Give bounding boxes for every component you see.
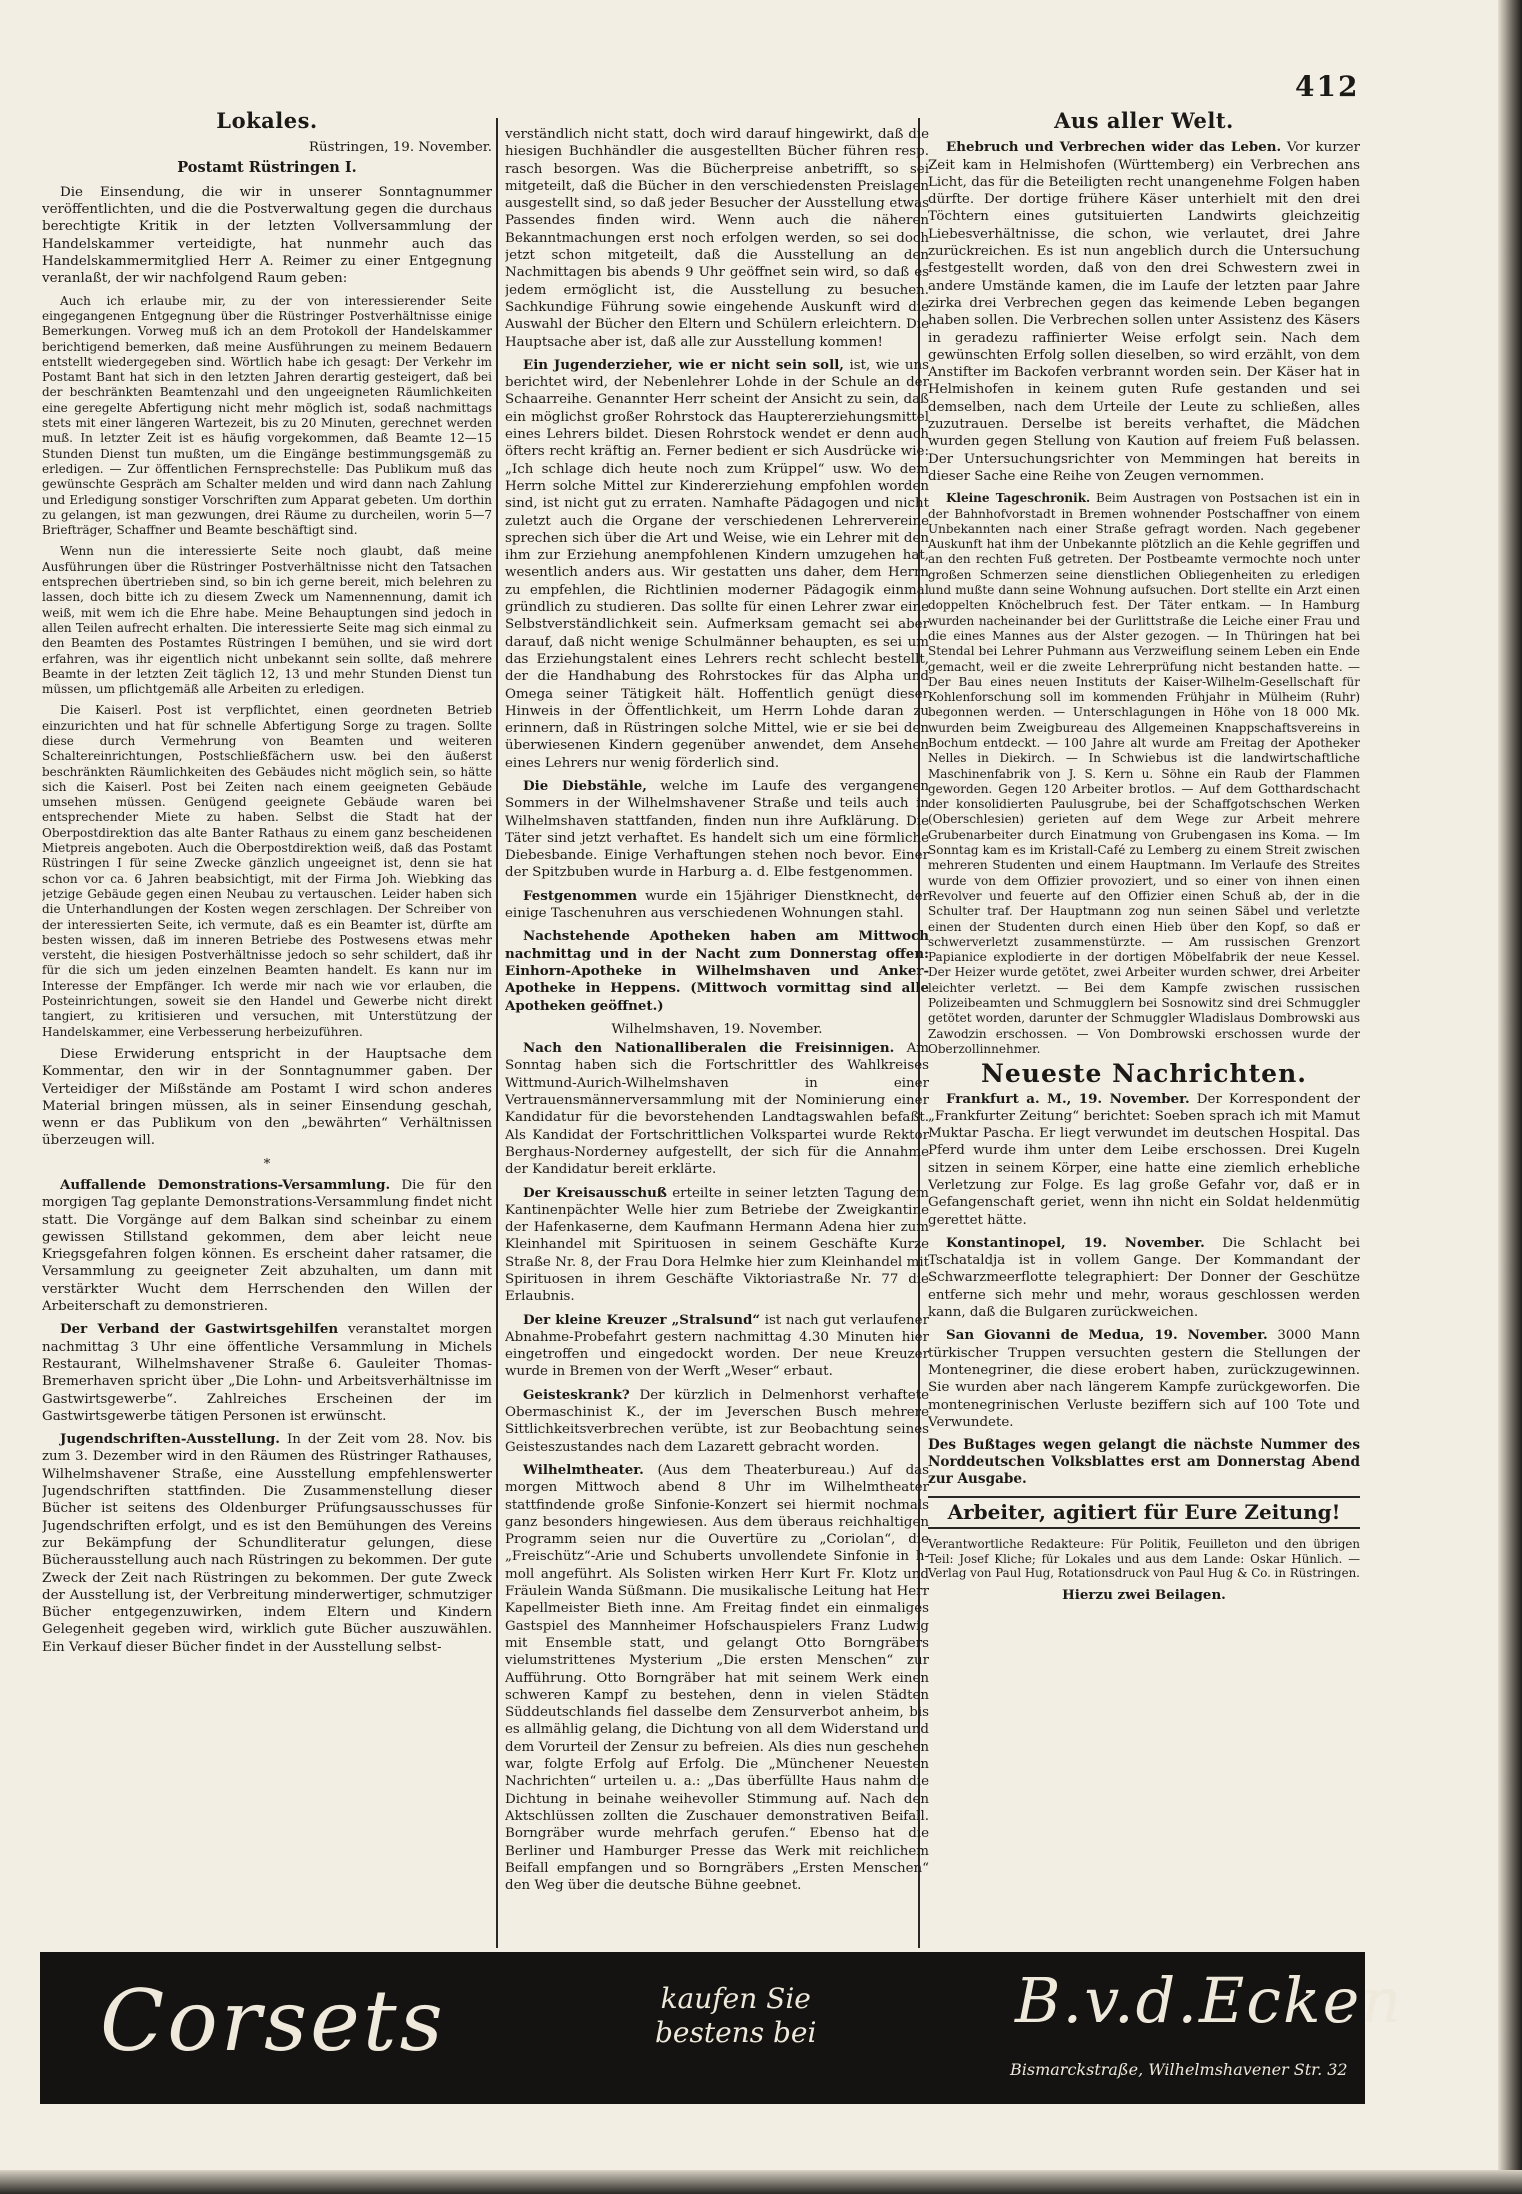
article-paragraph: Die Einsendung, die wir in unserer Sonntagnummer veröffentlichten, und die die Postverwaltung gegen die durchaus berechtigte Kritik in der letzten Vollversammlung der Handelskammer verteidigte, hat nunmehr auch das Handelskammermitglied Herr A. Reimer zu einer Entgegnung veranlaßt, der wir nachfolgend Raum geben:	[42, 184, 492, 287]
news-item	[505, 357, 929, 772]
advertisement-banner	[40, 1952, 1404, 2104]
section-title-lokales: Lokales.	[216, 110, 318, 133]
column-lokales-continued	[505, 126, 929, 1961]
news-lead: San Giovanni de Medua, 19. November.	[946, 1327, 1268, 1344]
section-title-aus-aller-welt: Aus aller Welt.	[1054, 110, 1234, 133]
page-edge-shadow-right	[1498, 0, 1522, 2194]
news-text: 3000 Mann türkischer Truppen versuchten gestern die Stellungen der Montenegriner, die diese erobert haben, zurückzugewinnen. Sie wurden aber nach längerem Kampfe zurückgeworfen. Die montenegrinischen Verluste beziffern sich auf 100 Tote und Verwundete.	[928, 1328, 1360, 1430]
news-item	[505, 928, 929, 1014]
news-text: welche im Laufe des vergangenen Sommers in der Wilhelmshavener Straße und teils auch in Wilhelmshaven stattfanden, finden nun ihre Aufklärung. Die Täter sind jetzt verhaftet. Es handelt sich um eine förmliche Diebesbande. Einige Verhaftungen stehen noch bevor. Einer der Spitzbuben wurde in Harburg a. d. Elbe festgenommen.	[505, 778, 929, 881]
page-number: 412	[1295, 70, 1360, 103]
news-text: Am Sonntag haben sich die Fortschrittler des Wahlkreises Wittmund-Aurich-Wilhelmshaven in einer Vertrauensmännerversammlung mit der Nominierung einer Kandidatur für die bevorstehenden Landtagswahlen befaßt. Als Kandidat der Fortschrittlichen Volkspartei wurde Rektor Berghaus-Norderney aufgestellt, der sich für die Annahme der Kandidatur bereit erklärte.	[505, 1041, 929, 1178]
news-lead: Der Kreisausschuß	[523, 1184, 667, 1201]
ad-corsets-wordmark: Corsets	[100, 1972, 446, 2070]
news-item	[928, 1235, 1360, 1321]
news-lead: Wilhelmtheater.	[523, 1461, 644, 1478]
news-text: erteilte in seiner letzten Tagung dem Kantinenpächter Welle hier zum Betriebe der Zweigkantine der Hafenkaserne, dem Kaufmann Hermann Adena hier zum Kleinhandel mit Spirituosen in seinem Geschäfte Kurze Straße Nr. 8, der Frau Dora Helmke hier zum Kleinhandel mit Spirituosen in ihrem Geschäfte Viktoriastraße Nr. 77 die Erlaubnis.	[505, 1185, 929, 1305]
dateline: Rüstringen, 19. November.	[308, 140, 492, 156]
ad-tagline	[655, 1982, 816, 2050]
news-lead: Auffallende Demonstrations-Versammlung.	[60, 1177, 391, 1193]
news-lead: Nach den Nationalliberalen die Freisinnigen.	[523, 1040, 895, 1057]
column-rule	[496, 118, 498, 1948]
news-item	[42, 1177, 492, 1315]
news-lead: Der kleine Kreuzer „Stralsund“	[523, 1311, 761, 1328]
news-lead: Der Verband der Gastwirtsgehilfen	[60, 1321, 339, 1338]
news-lead: Ehebruch und Verbrechen wider das Leben.	[946, 139, 1282, 156]
dateline: Wilhelmshaven, 19. November.	[611, 1021, 823, 1037]
news-text: Beim Austragen von Postsachen ist ein in der Bahnhofvorstadt in Bremen wohnender Postschaffner von einem Unbekannten nach einer Straße gefragt worden. Nach gegebener Auskunft hat ihm der Unbekannte plötzlich an die Kehle gegriffen und an den rechten Fuß getreten. Der Postbeamte vermochte noch unter großen Schmerzen seine dienstlichen Obliegenheiten zu erledigen und mußte dann seine Wohnung aufsuchen. Dort stellte ein Arzt einen doppelten Knöchelbruch fest. Der Täter entkam. — In Hamburg wurden nacheinander bei der Gurlittstraße die Leiche einer Frau und die eines Mannes aus der Alster gezogen. — In Thüringen hat bei Stendal bei Lehrer Puhmann aus Verzweiflung seinem Leben ein Ende gemacht, weil er die zweite Lehrerprüfung nicht bestanden hatte. — Der Bau eines neuen Instituts der Kaiser-Wilhelm-Gesellschaft für Kohlenforschung soll im kommenden Frühjahr in Mülheim (Ruhr) begonnen werden. — Unterschlagungen in Höhe von 18 000 Mk. wurden beim Zweigbureau des Allgemeinen Knappschaftsvereins in Bochum entdeckt. — 100 Jahre alt wurde am Freitag der Apotheker Nelles in Diekirch. — In Schwiebus ist die landwirtschaftliche Maschinenfabrik von J. S. Kern u. Söhne ein Raub der Flammen geworden. Gegen 120 Arbeiter brotlos. — Auf dem Gotthardschacht der konsolidierten Paulusgrube, bei der Schaffgotschschen Werken (Oberschlesien) gerieten auf dem Wege zur Arbeit mehrere Grubenarbeiter durch Einatmung von Grubengasen ins Koma. — Im Sonntag kam es im Kristall-Café zu Lemberg zu einem Streit zwischen mehreren Studenten und einem Hauptmann. Im Verlaufe des Streites wurde von dem Offizier provoziert, und so einer von ihnen einen Revolver und feuerte auf den Offizier einen Schuß ab, der in die Schulter traf. Der Hauptmann zog nun seinen Säbel und verletzte einen der Studenten durch einen Hieb über den Kopf, so daß er schwerverletzt zusammenstürzte. — Am russischen Grenzort Papianice explodierte in der dortigen Möbelfabrik der neue Kessel. Der Heizer wurde getötet, zwei Arbeiter wurden schwer, drei Arbeiter leichter verletzt. — Bei dem Kampfe zwischen russischen Polizeibeamten und Schmugglern bei Sosnowitz sind drei Schmuggler getötet worden, darunter der Schmuggler Wladislaus Dombrowski aus Zawodzin erschossen. — Von Dombrowski erschossen wurde der Oberzollinnehmer.	[928, 491, 1360, 1056]
news-lead: Kleine Tageschronik.	[946, 491, 1091, 506]
news-text: Die für den morgigen Tag geplante Demonstrations-Versammlung findet nicht statt. Die Vorgänge auf dem Balkan sind scheinbar zu einem gewissen Stillstand gekommen, dem aber leicht neue Kriegsgefahren folgen können. Es erscheint daher ratsamer, die Versammlung zu geeigneter Zeit abzuhalten, um dann mit verstärkter Wucht dem Herrschenden den Willen der Arbeiterschaft zu demonstrieren.	[42, 1178, 492, 1315]
ad-tagline-line: bestens bei	[655, 2016, 817, 2049]
news-lead: Konstantinopel, 19. November.	[946, 1234, 1205, 1251]
news-lead: Jugendschriften-Ausstellung.	[60, 1431, 280, 1448]
ad-tagline-line: kaufen Sie	[660, 1982, 811, 2015]
news-text: Der Korrespondent der „Frankfurter Zeitung“ berichtet: Soeben sprach ich mit Mamut Muktar Pascha. Er liegt verwundet im deutschen Hospital. Das Pferd wurde ihm unter dem Leibe erschossen. Drei Kugeln sitzen in seinem Körper, eine hatte eine ziemlich erhebliche Verletzung zur Folge. Es lag große Gefahr vor, daß er in Gefangenschaft geriet, wenn ihn nicht ein Soldat heldenmütig gerettet hätte.	[928, 1091, 1360, 1228]
news-item	[505, 888, 929, 923]
news-item	[505, 1040, 929, 1178]
article-paragraph: Auch ich erlaube mir, zu der von interessierender Seite eingegangenen Entgegnung über die Rüstringer Postverhältnisse einige Bemerkungen. Vorweg muß ich an dem Protokoll der Handelskammer berichtigend bemerken, daß meine Ausführungen zu meinem Bedauern entstellt wiedergegeben sind. Wörtlich habe ich gesagt: Der Verkehr im Postamt Bant hat sich in den letzten Jahren derartig gesteigert, daß bei der beschränkten Beamtenzahl und den ungeeigneten Räumlichkeiten eine geregelte Abfertigung nicht mehr möglich ist, sodaß nachmittags stets mit einer längeren Wartezeit, bis zu 20 Minuten, gerechnet werden muß. In letzter Zeit ist es häufig vorgekommen, daß Beamte 12—15 Stunden Dienst tun mußten, um die Eingänge bestimmungsgemäß zu erledigen. — Zur öffentlichen Fernsprechstelle: Das Publikum muß das gewünschte Gespräch am Schalter melden und wird dann nach Zahlung und Erledigung sonstiger Vorschriften zum Apparat gebeten. Um dorthin zu gelangen, ist man gezwungen, drei Räume zu durcheilen, worin 5—7 Briefträger, Schaffner und Beamte beschäftigt sind.	[42, 293, 492, 538]
publication-notice: Des Bußtages wegen gelangt die nächste Nummer des Norddeutschen Volksblattes erst am Donnerstag Abend zur Ausgabe.	[928, 1437, 1360, 1488]
news-lead: Ein Jugenderzieher, wie er nicht sein soll,	[523, 356, 844, 373]
news-text: wurde ein 15jähriger Dienstknecht, der einige Taschenuhren aus verschiedenen Wohnungen stahl.	[505, 888, 929, 922]
column-aus-aller-welt	[928, 110, 1360, 1945]
news-lead: Die Diebstähle,	[523, 777, 647, 794]
separator-star: *	[263, 1156, 271, 1172]
article-paragraph: Diese Erwiderung entspricht in der Hauptsache dem Kommentar, den wir in der Sonntagnummer gaben. Der Verteidiger der Mißstände am Postamt I wird schon anderes Material bringen müssen, als in seiner Einsendung geschah, wenn er das Publikum von den „bewährten“ Verhältnissen überzeugen will.	[42, 1046, 492, 1149]
news-item	[505, 1185, 929, 1306]
news-item	[505, 778, 929, 882]
news-item	[42, 1321, 492, 1425]
article-paragraph: Wenn nun die interessierte Seite noch glaubt, daß meine Ausführungen über die Rüstringer Postverhältnisse nicht den Tatsachen entsprechen übertrieben sind, so bin ich gerne bereit, mich belehren zu lassen, doch bitte ich zu diesem Zweck um Namennennung, damit ich weiß, mit wem ich die Ehre habe. Meine Behauptungen sind jedoch in allen Teilen aufrecht erhalten. Die interessierte Seite mag sich einmal zu den Beamten des Postamtes Rüstringen I bemühen, und sie wird dort erfahren, was ihr eigentlich nicht unbekannt sein sollte, daß mehrere Beamte in der letzten Zeit täglich 12, 13 und mehr Stunden Dienst tun müssen, um pflichtgemäß alle Arbeiten zu erledigen.	[42, 544, 492, 697]
news-lead: Nachstehende Apotheken haben am Mittwoch nachmittag und in der Nacht zum Donnerstag offen: Einhorn-Apotheke in Wilhelmshaven und Anker-Apotheke in Heppens. (Mittwoch vormittag sind alle Apotheken geöffnet.)	[505, 928, 929, 1014]
news-item	[928, 491, 1360, 1057]
news-text: (Aus dem Theaterbureau.) Auf das morgen Mittwoch abend 8 Uhr im Wilhelmtheater stattfindende große Sinfonie-Konzert sei hiermit nochmals ganz besonders hingewiesen. Aus dem überaus reichhaltigen Programm seien nur die Ouvertüre zu „Coriolan“, die „Freischütz“-Arie und Schuberts unvollendete Sinfonie in h-moll angeführt. Als Solisten wirken Herr Kurt Fr. Klotz und Fräulein Wanda Süßmann. Die musikalische Leitung hat Herr Kapellmeister Bieth inne. Am Freitag findet ein einmaliges Gastspiel des Mannheimer Hofschauspielers Franz Ludwig mit Ensemble statt, und gelangt Otto Borngräbers vielumstrittenes Mysterium „Die ersten Menschen“ zur Aufführung. Otto Borngräber hat mit seinem Werk einen schweren Kampf zu bestehen, denn in vielen Städten Süddeutschlands fiel dasselbe dem Zensurverbot anheim, bis es allmählig gelang, die Dichtung von all dem Widerstand und dem Vorurteil der Zensur zu befreien. Als dies nun geschehen war, folgte Erfolg auf Erfolg. Die „Münchener Neuesten Nachrichten“ urteilen u. a.: „Das überfüllte Haus nahm die Dichtung in beinahe weihevoller Stimmung auf. Nach den Aktschlüssen zollten die Zuschauer demonstrativen Beifall. Borngräber wurde mehrfach gerufen.“ Ebenso hat die Berliner und Hamburger Presse das Werk mit reichlichem Beifall empfangen und so Borngräbers „Ersten Menschen“ den Weg über die deutsche Bühne geebnet.	[505, 1462, 929, 1894]
news-lead: Frankfurt a. M., 19. November.	[946, 1090, 1190, 1107]
news-text: Vor kurzer Zeit kam in Helmishofen (Württemberg) ein Verbrechen ans Licht, das für die Beteiligten recht unangenehme Folgen haben dürfte. Der dortige frühere Käser unterhielt mit den drei Töchtern eines gutsituierten Landwirts gleichzeitig Liebesverhältnisse, die schon, wie verlautet, drei Jahre zurückreichen. Es ist nun angeblich durch die Untersuchung festgestellt worden, daß von den drei Schwestern zwei in andere Umstände kamen, die im Laufe der letzten paar Jahre zirka drei Verbrechen gegen das keimende Leben begangen haben sollen. Die Verbrechen sollen unter Assistenz des Käsers in geradezu raffinierter Weise erfolgt sein. Nach dem gewünschten Erfolg sollen dieselben, so wird erzählt, von dem Anstifter im Backofen verbrannt worden sein. Der Käser hat in Helmishofen in keinem guten Rufe gestanden und sei demselben, nach dem Urteile der Leute zu schließen, alles zuzutrauen. Derselbe ist bereits verhaftet, die Mädchen wurden gegen Stellung von Kaution auf freiem Fuß belassen. Der Untersuchungsrichter von Memmingen hat bereits in dieser Sache eine Reihe von Zeugen vernommen.	[928, 140, 1360, 484]
news-item	[928, 1327, 1360, 1431]
news-item	[505, 126, 929, 351]
news-text: Der kürzlich in Delmenhorst verhaftete Obermaschinist K., der im Jeverschen Busch mehrere Sittlichkeitsverbrechen verübte, ist zur Beobachtung seines Geisteszustandes nach dem Lazarett gebracht worden.	[505, 1387, 929, 1455]
news-text: ist nach gut verlaufener Abnahme-Probefahrt gestern nachmittag 4.30 Minuten hier eingetroffen und eingedockt worden. Der neue Kreuzer wurde in Bremen von der Werft „Weser“ erbaut.	[505, 1312, 929, 1380]
article-headline: Postamt Rüstringen I.	[177, 158, 357, 176]
news-item	[505, 1387, 929, 1456]
ad-firm-name: B.v.d.Ecken	[1015, 1964, 1404, 2037]
supplements-note: Hierzu zwei Beilagen.	[1062, 1586, 1226, 1603]
news-item	[505, 1312, 929, 1381]
imprint: Verantwortliche Redakteure: Für Politik, Feuilleton und den übrigen Teil: Josef Kliche; für Lokales und aus dem Lande: Oskar Hünlich. — Verlag von Paul Hug, Rotationsdruck von Paul Hug & Co. in Rüstringen.	[928, 1537, 1360, 1581]
news-item	[928, 139, 1360, 485]
news-item	[505, 1462, 929, 1894]
news-text: verständlich nicht statt, doch wird darauf hingewirkt, daß die hiesigen Buchhändler die ausgestellten Bücher führen resp. rasch besorgen. Was die Bücherpreise anbetrifft, so sei mitgeteilt, daß die Bücher in den verschiedensten Preislagen ausgestellt sind, so daß jeder Besucher der Ausstellung etwas Passendes finden wird. Wenn auch die näheren Bekanntmachungen erst noch erfolgen werden, so sei doch jetzt schon mitgeteilt, daß die Ausstellung an den Nachmittagen bis abends 9 Uhr geöffnet sein wird, so daß es jedem ermöglicht ist, die Ausstellung zu besuchen. Sachkundige Führung sowie eingehende Auskunft wird die Auswahl der Bücher den Eltern und Schülern erleichtern. Die Hauptsache aber ist, daß alle zur Ausstellung kommen!	[505, 127, 929, 350]
news-text: In der Zeit vom 28. Nov. bis zum 3. Dezember wird in den Räumen des Rüstringer Rathauses, Wilhelmshavener Straße, eine Ausstellung empfehlenswerter Jugendschriften stattfinden. Die Zusammenstellung dieser Bücher ist seitens des Oldenburger Prüfungsausschusses für Jugendschriften erfolgt, und es ist den Bemühungen des Vereins zur Bekämpfung der Schundliteratur gelungen, diese Bücherausstellung auch nach Rüstringen zu bekommen. Der gute Zweck der Zeit nach Rüstringen zu bekommen. Der gute Zweck der Ausstellung ist, der Verbreitung minderwertiger, schmutziger Bücher entgegenzuwirken, indem Eltern und Kindern Gelegenheit gegeben wird, wirklich gute Bücher auszuwählen. Ein Verkauf dieser Bücher findet in der Ausstellung selbst-	[42, 1432, 492, 1655]
news-lead: Festgenommen	[523, 887, 638, 904]
news-lead: Geisteskrank?	[523, 1386, 630, 1403]
news-text: Die Schlacht bei Tschataldja ist in vollem Gange. Der Kommandant der Schwarzmeerflotte telegraphiert: Der Donner der Geschütze entferne sich mehr und mehr, woraus geschlossen werden kann, daß die Bulgaren zurückweichen.	[928, 1235, 1360, 1321]
page-edge-shadow-bottom	[0, 2170, 1522, 2194]
ad-address: Bismarckstraße, Wilhelmshavener Str. 32	[1010, 2060, 1348, 2079]
slogan-banner: Arbeiter, agitiert für Eure Zeitung!	[928, 1496, 1360, 1529]
news-item	[42, 1431, 492, 1656]
news-text: ist, wie uns berichtet wird, der Nebenlehrer Lohde in der Schule an der Schaarreihe. Genannter Herr scheint der Ansicht zu sein, daß ein möglichst großer Rohrstock das Hauptererziehungsmittel eines Lehrers bildet. Diesen Rohrstock wendet er denn auch öfters recht kräftig an. Ferner bedient er sich Ausdrücke wie: „Ich schlage dich heute noch zum Krüppel“ usw. Wo dem Herrn solche Mittel zur Kindererziehung empfohlen worden sind, ist nicht gut zu erraten. Namhafte Pädagogen und nicht zuletzt auch die Organe der verschiedenen Lehrervereine sprechen sich über die Art und Weise, wie ein Lehrer mit den ihm zur Erziehung anempfohlenen Kindern umzugehen hat, wesentlich anders aus. Wir gestatten uns daher, dem Herrn zu empfehlen, die Richtlinien moderner Pädagogik einmal gründlich zu studieren. Das sollte für einen Lehrer zwar eine Selbstverständlichkeit sein. Aufmerksam gemacht sei aber darauf, daß nicht wenige Schulmänner behaupten, es sei um das Erziehungstalent eines Lehrers recht schlecht bestellt, der die Handhabung des Rohrstockes für das Alpha und Omega seiner Tätigkeit hält. Hoffentlich genügt dieser Hinweis in der Öffentlichkeit, um Herrn Lohde daran zu erinnern, daß in Rüstringen solche Mittel, wie er sie bei den überwiesenen Kindern gegenüber anwendet, dem Ansehen eines Lehrers nur wenig förderlich sind.	[505, 357, 929, 771]
article-paragraph: Die Kaiserl. Post ist verpflichtet, einen geordneten Betrieb einzurichten und hat für schnelle Abfertigung Sorge zu tragen. Sollte diese durch Vermehrung von Beamten und weiteren Schaltereinrichtungen, Postschließfächern usw. bei den äußerst beschränkten Räumlichkeiten des Gebäudes nicht möglich sein, so hätte sich die Kaiserl. Post bei Zeiten nach einem geeigneten Gebäude umsehen müssen. Genügend geeignete Gebäude waren bei entsprechender Miete zu haben. Selbst die Stadt hat der Oberpostdirektion das alte Banter Rathaus zu einem ganz bescheidenen Mietpreis angeboten. Auch die Oberpostdirektion weiß, daß das Postamt Rüstringen I für seine Zwecke gänzlich ungeeignet ist, denn sie hat schon vor ca. 6 Jahren beabsichtigt, mit der Firma Joh. Wiebking das jetzige Gebäude gegen einen Neubau zu vertauschen. Leider haben sich die Unterhandlungen der Kosten wegen zerschlagen. Der Schreiber von der interessierten Seite, ich vermute, daß es ein Beamter ist, dürfte am besten wissen, daß im inneren Betriebe des Postwesens etwas mehr versteht, die hiesigen Postverhältnisse jedoch so sehr schildert, daß ihr für die sich um jeden einzelnen Beamten handelt. Es kann nur im Interesse der Empfänger. Ich werde mir nach wie vor erlauben, die Posteinrichtungen, soweit sie den Handel und Gewerbe nicht direkt tangiert, zu kritisieren und versuchen, mit Unterstützung der Handelskammer, eine Verbesserung herbeizuführen.	[42, 703, 492, 1039]
section-title-neueste-nachrichten: Neueste Nachrichten.	[981, 1059, 1307, 1089]
news-text: veranstaltet morgen nachmittag 3 Uhr eine öffentliche Versammlung in Michels Restaurant, Wilhelmshavener Straße 6. Gauleiter Thomas-Bremerhaven spricht über „Die Lohn- und Arbeitsverhältnisse im Gastwirtsgewerbe“. Zahlreiches Erscheinen der im Gastwirtsgewerbe tätigen Personen ist erwünscht.	[42, 1322, 492, 1424]
news-item	[928, 1091, 1360, 1229]
column-lokales	[42, 110, 492, 1945]
